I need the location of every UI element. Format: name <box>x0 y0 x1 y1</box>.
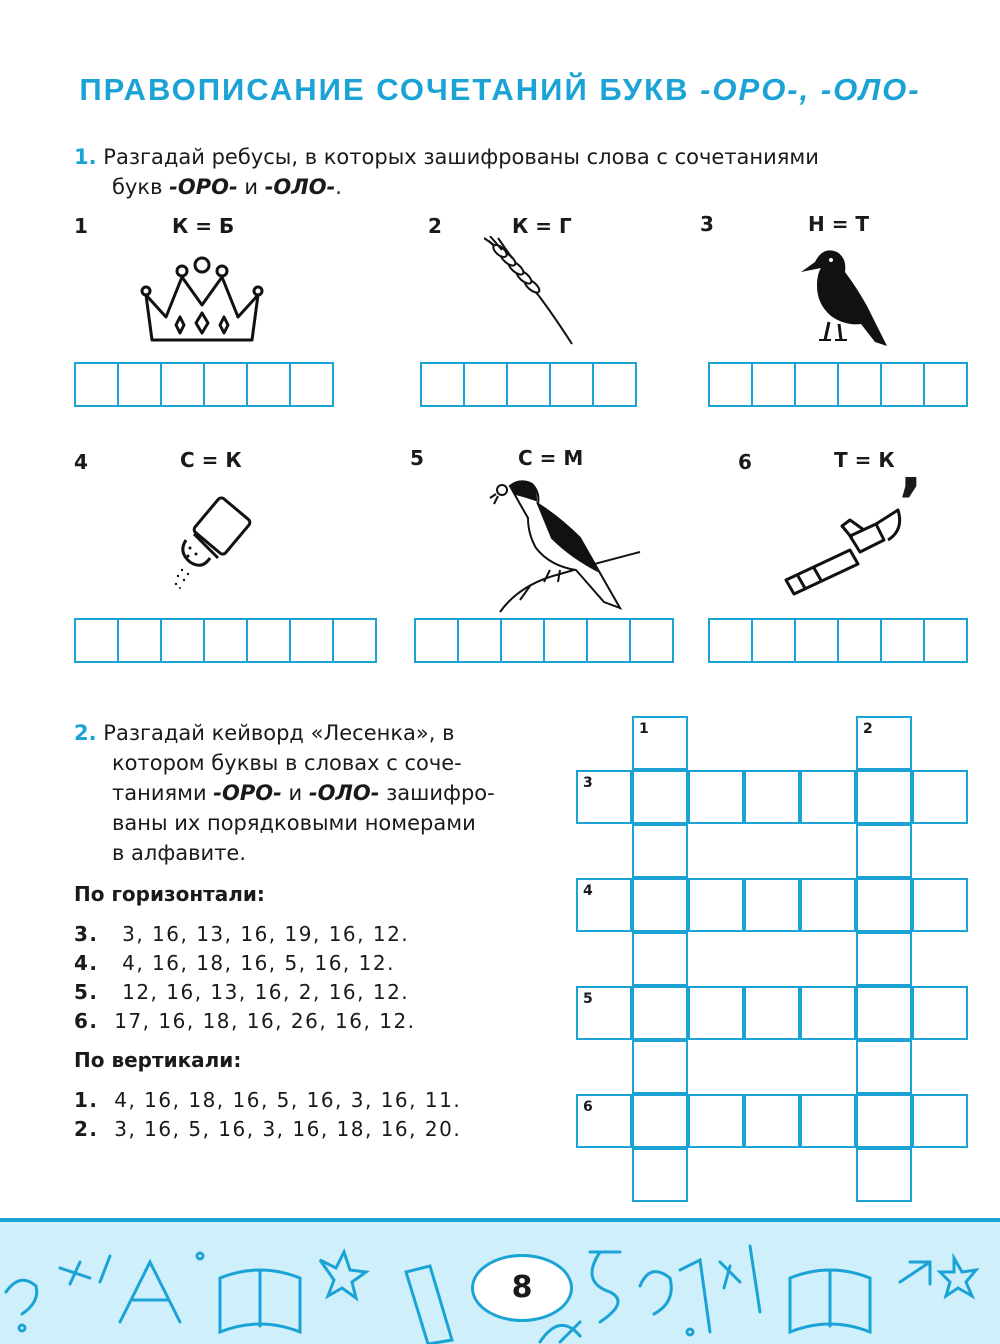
answer-cell[interactable] <box>543 618 588 663</box>
grid-cell[interactable] <box>856 878 912 932</box>
answer-cell[interactable] <box>463 362 508 407</box>
answer-cell[interactable] <box>500 618 545 663</box>
rebus-2-hint: К = Г <box>512 214 572 238</box>
answer-cell[interactable] <box>246 618 291 663</box>
clue-number: 4. <box>74 951 99 975</box>
clue-h3 <box>74 922 409 946</box>
grid-cell[interactable] <box>856 824 912 878</box>
title-parts: -ОРО-, -ОЛО- <box>700 72 921 107</box>
magpie-icon <box>480 474 645 614</box>
clue-h5 <box>74 980 409 1004</box>
answer-cell[interactable] <box>794 618 839 663</box>
answer-cell[interactable] <box>592 362 637 407</box>
answer-cell[interactable] <box>160 362 205 407</box>
task2-line3-b: зашифро- <box>386 781 495 805</box>
answer-cell[interactable] <box>332 618 377 663</box>
clue-codes: 4, 16, 18, 16, 5, 16, 12. <box>122 951 395 975</box>
task2-olo: -ОЛО- <box>308 781 380 805</box>
task1-text <box>74 142 968 202</box>
vertical-title: По вертикали: <box>74 1048 242 1072</box>
grid-cell-number: 2 <box>863 721 873 737</box>
clue-number: 3. <box>74 922 99 946</box>
grid-cell[interactable] <box>744 986 800 1040</box>
page-number: 8 <box>471 1254 573 1322</box>
clue-v1 <box>74 1088 461 1112</box>
answer-cell[interactable] <box>549 362 594 407</box>
rebus-5-hint: С = М <box>518 446 584 470</box>
rebus-3-hint: Н = Т <box>808 212 870 236</box>
clue-number: 6. <box>74 1009 99 1033</box>
rebus-1-answer[interactable] <box>74 362 334 407</box>
rebus-6-label: 6 <box>738 450 752 474</box>
answer-cell[interactable] <box>837 618 882 663</box>
comma-mark: ’ <box>898 464 924 541</box>
task2-line5: в алфавите. <box>112 841 247 865</box>
grid-cell[interactable] <box>800 986 856 1040</box>
answer-cell[interactable] <box>117 618 162 663</box>
grid-cell[interactable] <box>912 770 968 824</box>
grid-cell[interactable] <box>856 1094 912 1148</box>
task2-line4: ваны их порядковыми номерами <box>112 811 476 835</box>
answer-cell[interactable] <box>74 618 119 663</box>
clue-h4 <box>74 951 395 975</box>
grid-cell[interactable] <box>856 932 912 986</box>
rebus-1-hint: К = Б <box>172 214 235 238</box>
grid-cell-number: 5 <box>583 991 593 1007</box>
grid-cell[interactable] <box>744 878 800 932</box>
rebus-4-answer[interactable] <box>74 618 377 663</box>
task1-line1: Разгадай ребусы, в которых зашифрованы слова с сочетаниями <box>103 145 819 169</box>
clue-codes: 4, 16, 18, 16, 5, 16, 3, 16, 11. <box>114 1088 462 1112</box>
grid-cell-number: 4 <box>583 883 593 899</box>
grid-cell[interactable] <box>688 1094 744 1148</box>
grid-cell[interactable] <box>744 770 800 824</box>
wheat-ear-icon <box>484 236 579 346</box>
answer-cell[interactable] <box>117 362 162 407</box>
grid-cell[interactable] <box>688 986 744 1040</box>
grid-cell[interactable] <box>856 1148 912 1202</box>
title-main: ПРАВОПИСАНИЕ СОЧЕТАНИЙ БУКВ <box>79 72 690 107</box>
grid-cell[interactable] <box>632 716 688 770</box>
grid-cell[interactable] <box>576 1094 632 1148</box>
answer-cell[interactable] <box>506 362 551 407</box>
task2-number: 2. <box>74 721 97 745</box>
answer-cell[interactable] <box>708 362 753 407</box>
task2-text <box>74 718 534 868</box>
answer-cell[interactable] <box>289 618 334 663</box>
answer-cell[interactable] <box>420 362 465 407</box>
answer-cell[interactable] <box>203 618 248 663</box>
clue-codes: 3, 16, 13, 16, 19, 16, 12. <box>122 922 410 946</box>
clue-codes: 17, 16, 18, 16, 26, 16, 12. <box>114 1009 416 1033</box>
grid-cell[interactable] <box>632 824 688 878</box>
answer-cell[interactable] <box>289 362 334 407</box>
grid-cell[interactable] <box>576 770 632 824</box>
answer-cell[interactable] <box>74 362 119 407</box>
grid-cell[interactable] <box>856 716 912 770</box>
answer-cell[interactable] <box>708 618 753 663</box>
answer-cell[interactable] <box>160 618 205 663</box>
answer-cell[interactable] <box>203 362 248 407</box>
grid-cell[interactable] <box>576 878 632 932</box>
clue-codes: 12, 16, 13, 16, 2, 16, 12. <box>122 980 410 1004</box>
rebus-6-hint: Т = К <box>834 448 895 472</box>
rebus-1-label: 1 <box>74 214 88 238</box>
answer-cell[interactable] <box>246 362 291 407</box>
grid-cell[interactable] <box>800 1094 856 1148</box>
clue-number: 2. <box>74 1117 99 1141</box>
grid-cell[interactable] <box>800 878 856 932</box>
grid-cell[interactable] <box>632 1148 688 1202</box>
rebus-5-label: 5 <box>410 446 424 470</box>
rebus-3-label: 3 <box>700 212 714 236</box>
clue-number: 1. <box>74 1088 99 1112</box>
page-title <box>0 72 1000 108</box>
rebus-3-answer[interactable] <box>708 362 968 407</box>
answer-cell[interactable] <box>794 362 839 407</box>
answer-cell[interactable] <box>751 362 796 407</box>
grid-cell[interactable] <box>632 986 688 1040</box>
grid-cell-number: 1 <box>639 721 649 737</box>
task1-and: и <box>244 175 259 199</box>
grid-cell-number: 3 <box>583 775 593 791</box>
answer-cell[interactable] <box>837 362 882 407</box>
task2-oro: -ОРО- <box>213 781 282 805</box>
task1-period: . <box>335 175 342 199</box>
task1-line2-a: букв <box>112 175 163 199</box>
clue-number: 5. <box>74 980 99 1004</box>
rebus-5-answer[interactable] <box>414 618 674 663</box>
grid-cell[interactable] <box>576 986 632 1040</box>
task2-line1: Разгадай кейворд «Лесенка», в <box>103 721 455 745</box>
answer-cell[interactable] <box>629 618 674 663</box>
grid-cell[interactable] <box>632 878 688 932</box>
grid-cell[interactable] <box>632 932 688 986</box>
clue-codes: 3, 16, 5, 16, 3, 16, 18, 16, 20. <box>114 1117 462 1141</box>
rebus-4-hint: С = К <box>180 448 242 472</box>
answer-cell[interactable] <box>880 362 925 407</box>
rebus-4-label: 4 <box>74 450 88 474</box>
answer-cell[interactable] <box>880 618 925 663</box>
salt-shaker-icon <box>168 490 263 590</box>
crow-icon <box>795 242 890 352</box>
grid-cell[interactable] <box>912 1094 968 1148</box>
answer-cell[interactable] <box>414 618 459 663</box>
grid-cell[interactable] <box>744 1094 800 1148</box>
clue-h6 <box>74 1009 416 1033</box>
task2-and: и <box>288 781 303 805</box>
answer-cell[interactable] <box>751 618 796 663</box>
grid-cell[interactable] <box>632 770 688 824</box>
answer-cell[interactable] <box>457 618 502 663</box>
rebus-2-answer[interactable] <box>420 362 637 407</box>
grid-cell[interactable] <box>688 878 744 932</box>
answer-cell[interactable] <box>586 618 631 663</box>
task1-number: 1. <box>74 145 97 169</box>
rebus-2-label: 2 <box>428 214 442 238</box>
task1-olo: -ОЛО- <box>264 175 336 199</box>
clue-v2 <box>74 1117 461 1141</box>
grid-cell[interactable] <box>800 770 856 824</box>
grid-cell[interactable] <box>856 986 912 1040</box>
grid-cell[interactable] <box>632 1094 688 1148</box>
grid-cell[interactable] <box>856 770 912 824</box>
grid-cell-number: 6 <box>583 1099 593 1115</box>
answer-cell[interactable] <box>923 618 968 663</box>
grid-cell[interactable] <box>688 770 744 824</box>
grid-cell[interactable] <box>912 878 968 932</box>
crown-icon <box>140 255 265 350</box>
grid-cell[interactable] <box>632 1040 688 1094</box>
horizontal-title: По горизонтали: <box>74 882 265 906</box>
hammer-icon <box>780 506 905 598</box>
rebus-6-answer[interactable] <box>708 618 968 663</box>
grid-cell[interactable] <box>856 1040 912 1094</box>
task2-line2: котором буквы в словах с соче- <box>112 751 462 775</box>
answer-cell[interactable] <box>923 362 968 407</box>
task2-line3-a: таниями <box>112 781 207 805</box>
task1-oro: -ОРО- <box>169 175 238 199</box>
grid-cell[interactable] <box>912 986 968 1040</box>
